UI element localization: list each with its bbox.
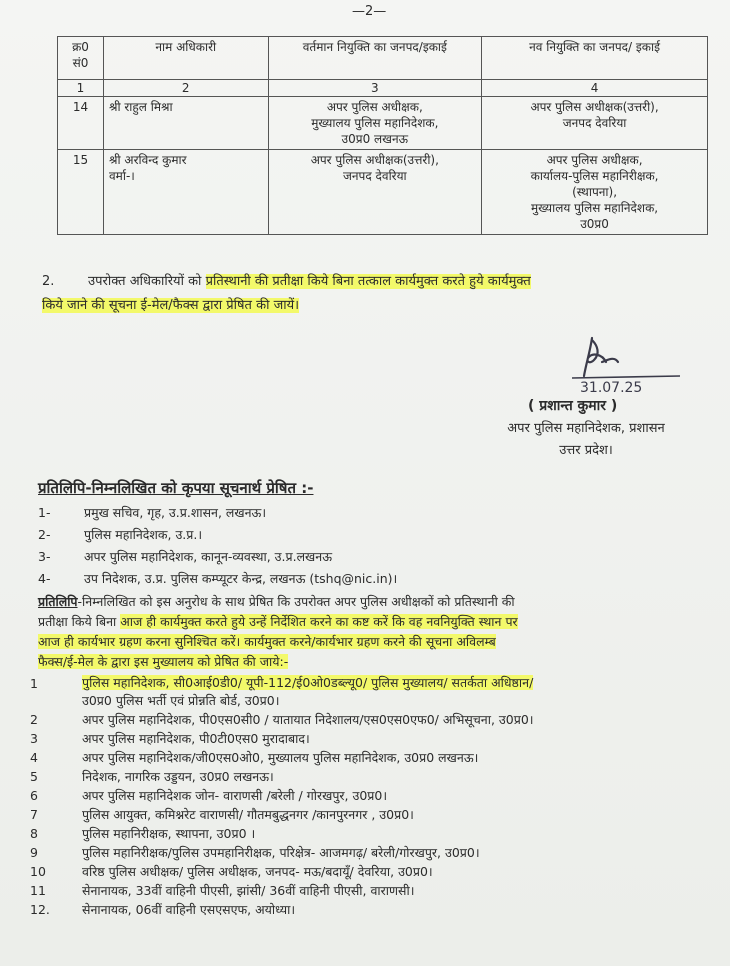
column-number: 2 [103, 80, 268, 97]
item-number: 2 [30, 712, 38, 727]
paragraph-text: -निम्नलिखित को इस अनुरोध के साथ प्रेषित कि उपरोक्त अपर पुलिस अधीक्षकों को प्रतिस्थानी की [77, 594, 515, 609]
list-item [30, 824, 725, 843]
item-number: 1- [38, 505, 51, 520]
item-number: 9 [30, 845, 38, 860]
distribution-list [30, 674, 725, 919]
highlighted-text: प्रतिस्थानी की प्रतीक्षा किये बिना तत्काल कार्यमुक्त करते हुये कार्यमुक्त [205, 274, 531, 289]
list-item [38, 568, 397, 590]
list-item [30, 767, 725, 786]
table-row [58, 97, 708, 150]
column-number: 1 [58, 80, 104, 97]
item-text: पुलिस महानिरीक्षक, स्थापना, उ0प्र0 । [82, 826, 256, 841]
text-line: उ0प्र0 लखनऊ [341, 132, 409, 146]
item-text: अपर पुलिस महानिदेशक, पी0टी0एस0 मुरादाबाद। [82, 731, 310, 746]
list-item [30, 748, 725, 767]
highlighted-text: आज ही कार्यभार ग्रहण करना सुनिश्चित करें। कार्यमुक्त करने/कार्यभार ग्रहण करने की सूचना अविलम्ब [38, 634, 496, 649]
item-number: 8 [30, 826, 38, 841]
current-posting [268, 150, 482, 235]
text-line: अपर पुलिस महानिदेशक, प्रशासन [507, 421, 665, 436]
new-posting [482, 97, 708, 150]
highlighted-text: किये जाने की सूचना ई-मेल/फैक्स द्वारा प्रेषित की जायें। [42, 298, 300, 313]
list-item [38, 546, 397, 568]
table-row [58, 150, 708, 235]
row-serial: 14 [58, 97, 104, 150]
table-column-numbers [58, 80, 708, 97]
item-text: अपर पुलिस महानिदेशक/जी0एस0ओ0, मुख्यालय पुलिस महानिदेशक, उ0प्र0 लखनऊ। [82, 750, 479, 765]
item-number: 1 [30, 676, 38, 691]
signatory-name: ( प्रशान्त कुमार ) [528, 398, 618, 414]
text-line: मुख्यालय पुलिस महानिदेशक, [530, 201, 659, 215]
item-text: अपर पुलिस महानिदेशक, कानून-व्यवस्था, उ.प्र.लखनऊ [84, 549, 333, 564]
paragraph-text: उपरोक्त अधिकारियों को [88, 274, 206, 289]
header-new-posting: नव नियुक्ति का जनपद/ इकाई [482, 37, 708, 80]
list-item [30, 710, 725, 729]
item-text: अपर पुलिस महानिदेशक, पी0एस0सी0 / यातायात निदेशालय/एस0एस0एफ0/ अभिसूचना, उ0प्र0। [82, 712, 534, 727]
signature-date: 31.07.25 [580, 380, 643, 396]
table-header-row [58, 37, 708, 80]
list-item [30, 729, 725, 748]
item-text: प्रमुख सचिव, गृह, उ.प्र.शासन, लखनऊ। [84, 505, 267, 520]
text-line: उत्तर प्रदेश। [559, 443, 613, 458]
row-serial: 15 [58, 150, 104, 235]
highlighted-text: पुलिस महानिदेशक, सी0आई0डी0/ यूपी-112/ई0ओ0डब्ल्यू0/ पुलिस मुख्यालय/ सतर्कता अधिष्ठान/ [82, 675, 534, 690]
item-number: 3 [30, 731, 38, 746]
text-line: कार्यालय-पुलिस महानिरीक्षक, [530, 169, 659, 183]
list-item [30, 900, 725, 919]
list-item [30, 881, 725, 900]
relieving-instruction-paragraph [42, 270, 717, 318]
text-line: वर्मा-। [108, 169, 135, 183]
text-line: उ0प्र0 [580, 217, 609, 231]
header-officer-name: नाम अधिकारी [103, 37, 268, 80]
text-line: श्री अरविन्द कुमार [108, 153, 187, 167]
text-line: अपर पुलिस अधीक्षक(उत्तरी), [530, 100, 659, 114]
list-item [30, 805, 725, 824]
column-number: 4 [482, 80, 708, 97]
list-item [30, 674, 725, 710]
current-posting [268, 97, 482, 150]
text-line: जनपद देवरिया [342, 169, 407, 183]
item-text: अपर पुलिस महानिदेशक जोन- वाराणसी /बरेली / गोरखपुर, उ0प्र0। [82, 788, 388, 803]
highlighted-text: फैक्स/ई-मेल के द्वारा इस मुख्यालय को प्रेषित की जाये:- [38, 654, 289, 669]
highlighted-text: आज ही कार्यमुक्त करते हुये उन्हें निर्देशित करने का कष्ट करें कि वह नवनियुक्ति स्थान पर [120, 614, 518, 629]
list-item [30, 843, 725, 862]
item-number: 11 [30, 883, 46, 898]
item-text [82, 674, 725, 710]
text-line: अपर पुलिस अधीक्षक(उत्तरी), [310, 153, 439, 167]
item-text: सेनानायक, 06वीं वाहिनी एसएसएफ, अयोध्या। [82, 902, 296, 917]
item-text: पुलिस महानिदेशक, उ.प्र.। [84, 527, 203, 542]
item-text: पुलिस आयुक्त, कमिश्नरेट वाराणसी/ गौतमबुद्धनगर /कानपुरनगर , उ0प्र0। [82, 807, 414, 822]
item-number: 2- [38, 527, 51, 542]
item-text: पुलिस महानिरीक्षक/पुलिस उपमहानिरीक्षक, परिक्षेत्र- आजमगढ़/ बरेली/गोरखपुर, उ0प्र0। [82, 845, 480, 860]
item-number: 12. [30, 902, 50, 917]
item-number: 10 [30, 864, 46, 879]
item-number: 4- [38, 571, 51, 586]
text-line: जनपद देवरिया [562, 116, 627, 130]
signatory-designation [466, 418, 706, 462]
item-text: वरिष्ठ पुलिस अधीक्षक/ पुलिस अधीक्षक, जनपद- मऊ/बदायूँ/ देवरिया, उ0प्र0। [82, 864, 433, 879]
item-text: निदेशक, नागरिक उड्डयन, उ0प्र0 लखनऊ। [82, 769, 274, 784]
list-item [30, 862, 725, 881]
item-text: सेनानायक, 33वीं वाहिनी पीएसी, झांसी/ 36वीं वाहिनी पीएसी, वाराणसी। [82, 883, 415, 898]
text-line: अपर पुलिस अधीक्षक, [546, 153, 643, 167]
signature-mark [562, 332, 702, 402]
item-number: 4 [30, 750, 38, 765]
item-number: 5 [30, 769, 38, 784]
officer-name [103, 150, 268, 235]
list-item [38, 502, 397, 524]
text-line: उ0प्र0 पुलिस भर्ती एवं प्रोन्नति बोर्ड, उ0प्र0। [82, 693, 280, 708]
list-item [30, 786, 725, 805]
officer-name: श्री राहुल मिश्रा [103, 97, 268, 150]
column-number: 3 [268, 80, 482, 97]
item-number: 3- [38, 549, 51, 564]
paragraph-text: प्रतीक्षा किये बिना [38, 614, 121, 629]
item-number: 6 [30, 788, 38, 803]
text-line: (स्थापना), [572, 185, 618, 199]
page-number: —2— [352, 4, 387, 19]
copy-to-heading: प्रतिलिपि-निम्नलिखित को कृपया सूचनार्थ प्रेषित :- [38, 479, 314, 497]
item-number: 7 [30, 807, 38, 822]
header-serial: क्र0 सं0 [58, 37, 104, 80]
posting-table [57, 36, 708, 235]
copy-with-request-paragraph [38, 592, 723, 672]
paragraph-number: 2. [42, 274, 55, 289]
text-line: मुख्यालय पुलिस महानिदेशक, [311, 116, 439, 130]
item-text: उप निदेशक, उ.प्र. पुलिस कम्प्यूटर केन्द्र, लखनऊ (tshq@nic.in)। [84, 571, 398, 586]
text-line: अपर पुलिस अधीक्षक, [326, 100, 423, 114]
new-posting [482, 150, 708, 235]
copy-to-list [38, 502, 397, 590]
list-item [38, 524, 397, 546]
copy-heading: प्रतिलिपि [38, 594, 78, 609]
header-current-posting: वर्तमान नियुक्ति का जनपद/इकाई [268, 37, 482, 80]
